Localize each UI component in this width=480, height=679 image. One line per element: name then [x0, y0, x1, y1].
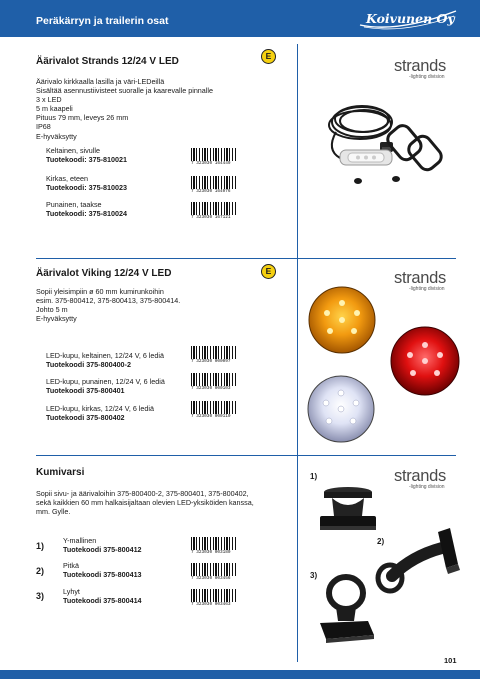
column-divider: [297, 44, 298, 662]
barcode: 7 323030 000103: [191, 373, 237, 392]
product-code: Tuotekoodi 375-800413: [63, 570, 142, 579]
barcode: 7 323030 167121: [191, 202, 237, 221]
product-code: Tuotekoodi 375-800402: [46, 413, 125, 422]
product-code: Tuotekoodi: 375-810024: [46, 209, 127, 218]
item-number: 3): [36, 591, 45, 601]
section2-description: Sopii yleisimpiin ø 60 mm kumirunkoihin esim. 375-800412, 375-800413, 375-800414. Johto 5 m E-hyväksytty: [36, 287, 181, 324]
product-code: Tuotekoodi 375-800401: [46, 386, 125, 395]
product-code: Tuotekoodi: 375-810021: [46, 155, 127, 164]
product-item: Y-mallinen Tuotekoodi 375-800412: [63, 536, 142, 554]
figure-label: 1): [310, 472, 318, 481]
strands-logo: strands -lighting division: [394, 269, 447, 292]
section3-description: Sopii sivu- ja äärivaloihin 375-800400-2, 375-800401, 375-800402, sekä kaikkien 60 mm halkaisijaltaan olevien LED-yksiköiden kanssa, mm. Gylle.: [36, 489, 254, 517]
product-code: Tuotekoodi: 375-810023: [46, 183, 127, 192]
barcode: 7 323030 003463: [191, 589, 237, 608]
product-item: Keltainen, sivulle Tuotekoodi: 375-810021: [46, 146, 127, 164]
product-item: Punainen, taakse Tuotekoodi: 375-810024: [46, 200, 127, 218]
rubber-arm-long-image: [372, 526, 470, 596]
page-footer-bar: [0, 670, 480, 679]
e-approval-badge: E: [261, 49, 276, 64]
product-item: LED-kupu, keltainen, 12/24 V, 6 lediä Tuotekoodi 375-800400-2: [46, 351, 165, 369]
strands-logo: strands -lighting division: [394, 467, 447, 490]
figure-label: 3): [310, 571, 318, 580]
led-dome-lamps-image: [300, 285, 470, 450]
company-logo: Koivunen Oy: [358, 8, 458, 30]
section1-title: Äärivalot Strands 12/24 V LED: [36, 56, 179, 67]
product-code: Tuotekoodi 375-800414: [63, 596, 142, 605]
rubber-arm-y-model-image: [316, 486, 380, 532]
page-number: 101: [444, 656, 457, 665]
header-title: Peräkärryn ja trailerin osat: [36, 15, 169, 27]
product-code: Tuotekoodi 375-800412: [63, 545, 142, 554]
barcode: 7 323030 003456: [191, 563, 237, 582]
item-number: 2): [36, 566, 45, 576]
rubber-arm-short-image: [316, 575, 378, 643]
product-item: Pitkä Tuotekoodi 375-800413: [63, 561, 142, 579]
product-item: LED-kupu, punainen, 12/24 V, 6 lediä Tuotekoodi 375-800401: [46, 377, 165, 395]
product-item: Lyhyt Tuotekoodi 375-800414: [63, 587, 142, 605]
barcode: 7 323030 164449: [191, 148, 237, 167]
product-code: Tuotekoodi 375-800400-2: [46, 360, 131, 369]
section-divider: [36, 455, 456, 456]
strands-logo: strands -lighting division: [394, 57, 447, 80]
barcode: 7 323030 164076: [191, 176, 237, 195]
marker-lamp-with-cable-image: [320, 92, 450, 192]
section-divider: [36, 258, 456, 259]
section2-title: Äärivalot Viking 12/24 V LED: [36, 268, 172, 279]
page-header: [0, 0, 480, 37]
section3-title: Kumivarsi: [36, 467, 85, 478]
barcode: 7 323030 000097: [191, 346, 237, 365]
item-number: 1): [36, 541, 45, 551]
barcode: 7 323030 000110: [191, 401, 237, 420]
product-item: Kirkas, eteen Tuotekoodi: 375-810023: [46, 174, 127, 192]
figure-label: 2): [377, 537, 385, 546]
product-item: LED-kupu, kirkas, 12/24 V, 6 lediä Tuotekoodi 375-800402: [46, 404, 155, 422]
barcode: 7 323030 003180: [191, 537, 237, 556]
e-approval-badge: E: [261, 264, 276, 279]
section1-description: Äärivalo kirkkaalla lasilla ja väri-LEDeillä Sisältää asennustiivisteet suoralle ja kaarevalle pinnalle 3 x LED 5 m kaapeli Pituus 79 mm, leveys 26 mm IP68 E-hyväksytty: [36, 77, 213, 141]
